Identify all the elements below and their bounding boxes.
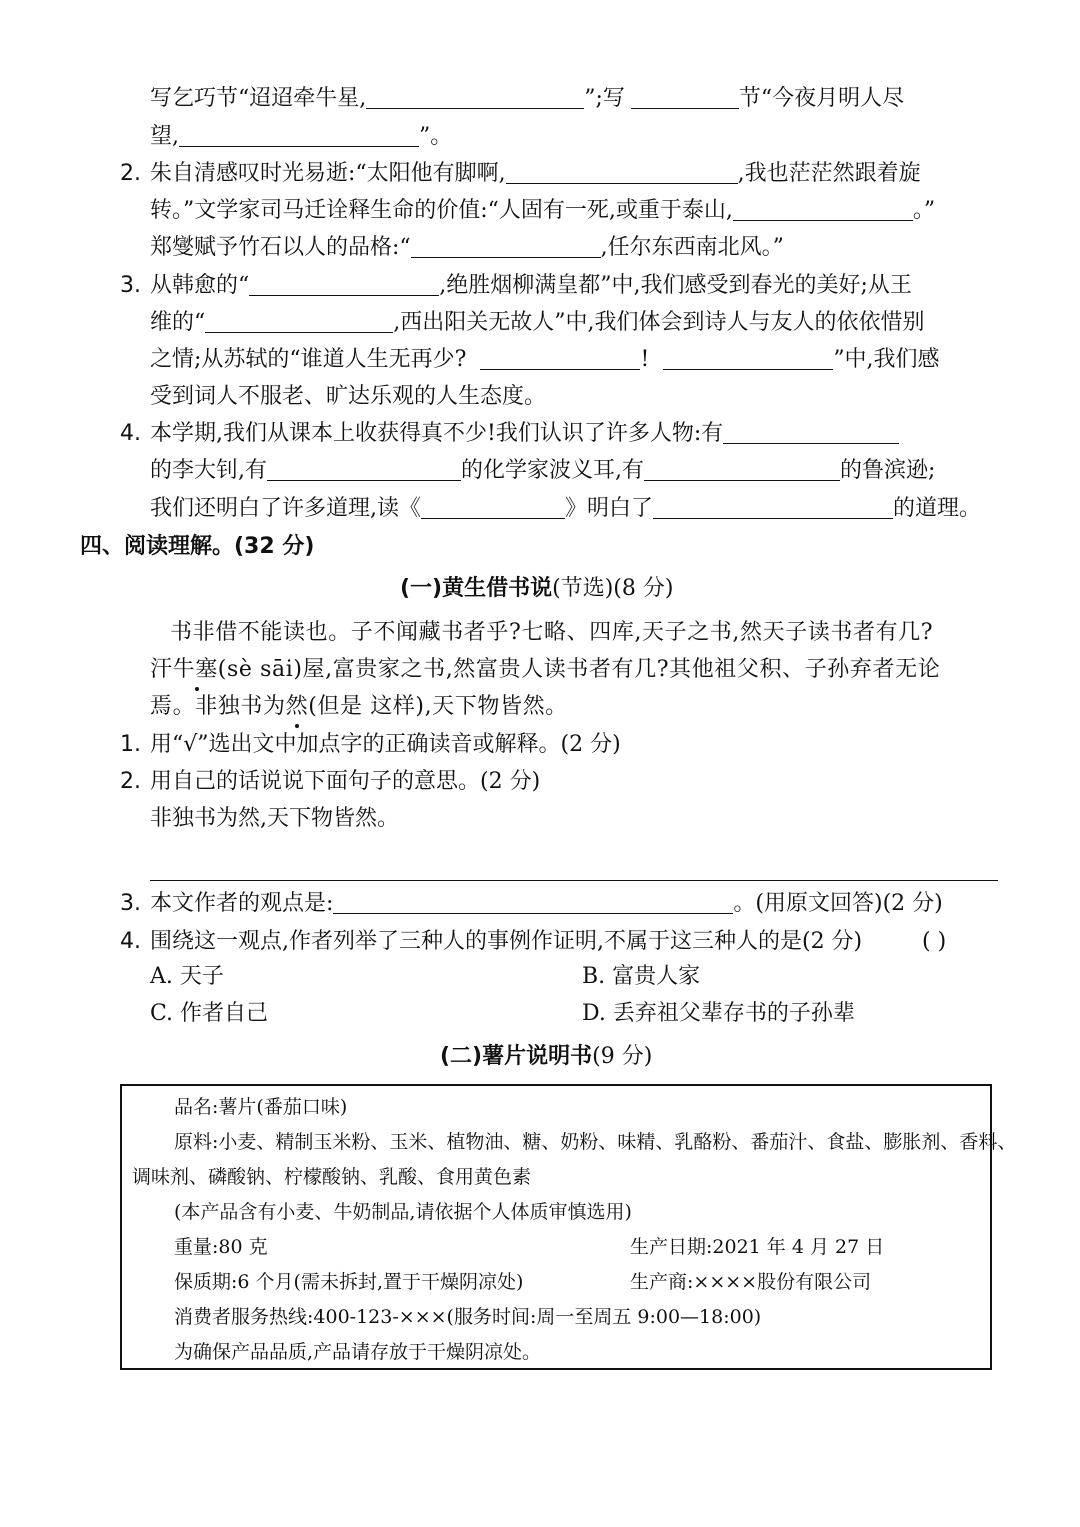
text: ”;写 [584, 86, 625, 111]
text: 受到词人不服老、旷达乐观的人生态度。 [150, 384, 547, 409]
text: 朱自清感叹时光易逝:“太阳他有脚啊, [150, 161, 506, 186]
fill-line [150, 494, 981, 524]
text: 我们还明白了许多道理,读《 [150, 496, 421, 521]
text: ! [640, 347, 650, 372]
answer-blank[interactable] [644, 456, 840, 481]
answer-blank[interactable] [480, 345, 640, 370]
text: 维的“ [150, 310, 206, 335]
text: 。(用原文回答)(2 分) [733, 891, 943, 916]
title-text: (一)黄生借书说 [400, 576, 553, 601]
emphasis-dot [196, 684, 197, 685]
question-number: 2. [120, 769, 141, 794]
text: 转。”文学家司马迁诠释生命的价值:“人固有一死,或重于泰山, [150, 198, 733, 223]
text: 》明白了 [565, 496, 654, 521]
text: 的鲁滨逊; [840, 458, 936, 483]
fill-line [150, 84, 904, 114]
product-label-box [120, 1084, 1017, 1370]
question-text: 用“√”选出文中加点字的正确读音或解释。(2 分) [150, 732, 621, 757]
product-name: 品名:薯片(番茄口味) [174, 1096, 348, 1118]
fill-line [150, 159, 921, 189]
dotted-char: 然 [286, 692, 309, 722]
fill-line [150, 345, 940, 375]
text: 从韩愈的“ [150, 273, 250, 298]
passage-text [150, 692, 568, 722]
question-number: 4. [120, 421, 141, 446]
fill-line [150, 308, 925, 338]
text: 本学期,我们从课本上收获得真不少!我们认识了许多人物:有 [150, 421, 724, 446]
manufacturer: 生产商:××××股份有限公司 [630, 1271, 872, 1293]
ingredients: 原料:小麦、精制玉米粉、玉米、植物油、糖、奶粉、味精、乳酪粉、番茄汁、食盐、膨胀剂、香料、 [174, 1131, 1017, 1153]
text: ”中,我们感 [833, 347, 940, 372]
title-suffix: (9 分) [592, 1044, 653, 1069]
text: ”。 [419, 124, 453, 149]
answer-blank[interactable] [663, 345, 833, 370]
answer-blank[interactable] [267, 456, 461, 481]
answer-blank[interactable] [653, 494, 893, 519]
passage-title [400, 574, 673, 604]
ingredients-cont: 调味剂、磷酸钠、柠檬酸钠、乳酸、食用黄色素 [132, 1166, 532, 1188]
text: 节“今夜月明人尽 [738, 86, 905, 111]
passage-title [440, 1042, 652, 1072]
answer-blank[interactable] [205, 308, 393, 333]
answer-blank[interactable] [411, 233, 601, 258]
question-text: 用自己的话说说下面句子的意思。(2 分) [150, 769, 541, 794]
text: (但是 这样),天下物皆然。 [308, 694, 568, 719]
text: 焉。非独书为 [150, 694, 286, 719]
text: ,我也茫茫然跟着旋 [737, 161, 921, 186]
fill-line [150, 889, 943, 919]
passage-text [150, 655, 940, 685]
fill-line [150, 456, 935, 486]
text: 写乞巧节“迢迢牵牛星, [150, 86, 367, 111]
fill-line [150, 233, 784, 263]
question-sentence: 非独书为然,天下物皆然。 [150, 806, 399, 831]
answer-line[interactable] [150, 880, 998, 881]
production-date: 生产日期:2021 年 4 月 27 日 [630, 1236, 885, 1258]
question-number: 1. [120, 732, 141, 757]
service-hotline: 消费者服务热线:400-123-×××(服务时间:周一至周五 9:00—18:00) [174, 1306, 762, 1328]
text: 本文作者的观点是: [150, 891, 334, 916]
passage-text: 书非借不能读也。子不闻藏书者乎?七略、四库,天子之书,然天子读书者有几? [170, 620, 934, 645]
option-d[interactable]: D. 丢弃祖父辈存书的子孙辈 [582, 1001, 855, 1026]
text: 的李大钊,有 [150, 458, 267, 483]
answer-blank[interactable] [249, 271, 439, 296]
answer-blank[interactable] [506, 159, 738, 184]
fill-line [150, 196, 935, 226]
answer-blank[interactable] [631, 84, 739, 109]
text: 。” [912, 198, 936, 223]
text: 的化学家波义耳,有 [461, 458, 644, 483]
option-b[interactable]: B. 富贵人家 [582, 964, 701, 989]
fill-line [150, 122, 452, 152]
answer-blank[interactable] [723, 419, 899, 444]
weight: 重量:80 克 [174, 1236, 268, 1258]
answer-blank[interactable] [366, 84, 584, 109]
allergy-notice: (本产品含有小麦、牛奶制品,请依据个人体质审慎选用) [174, 1201, 632, 1223]
answer-blank[interactable] [179, 122, 419, 147]
answer-blank[interactable] [421, 494, 565, 519]
question-number: 4. [120, 929, 141, 954]
section-heading: 四、阅读理解。(32 分) [80, 534, 315, 559]
answer-blank[interactable] [733, 196, 913, 221]
title-text: (二)薯片说明书 [440, 1044, 593, 1069]
option-c[interactable]: C. 作者自己 [150, 1001, 269, 1026]
answer-parentheses[interactable]: ( ) [922, 929, 947, 954]
text: ,绝胜烟柳满皇都”中,我们感受到春光的美好;从王 [439, 273, 912, 298]
text: 郑燮赋予竹石以人的品格:“ [150, 235, 411, 260]
option-a[interactable]: A. 天子 [150, 964, 224, 989]
fill-line [150, 271, 912, 301]
question-text: 围绕这一观点,作者列举了三种人的事例作证明,不属于这三种人的是(2 分) [150, 929, 863, 954]
text: 汗牛塞(sè sāi)屋,富贵家之书,然富贵人读书者有几?其他祖父积、子孙弃者无论 [150, 657, 941, 682]
text: 望, [150, 124, 179, 149]
fill-line [150, 419, 899, 449]
question-number: 3. [120, 891, 141, 916]
text: 的道理。 [893, 496, 982, 521]
text: ,西出阳关无故人”中,我们体会到诗人与友人的依依惜别 [393, 310, 925, 335]
answer-blank[interactable] [333, 889, 733, 914]
title-suffix: (节选)(8 分) [552, 576, 674, 601]
question-number: 3. [120, 273, 141, 298]
question-number: 2. [120, 161, 141, 186]
text: ,任尔东西南北风。” [600, 235, 784, 260]
storage-notice: 为确保产品品质,产品请存放于干燥阴凉处。 [174, 1341, 542, 1363]
text: 之情;从苏轼的“谁道人生无再少? [150, 347, 467, 372]
shelf-life: 保质期:6 个月(需未拆封,置于干燥阴凉处) [174, 1271, 524, 1293]
